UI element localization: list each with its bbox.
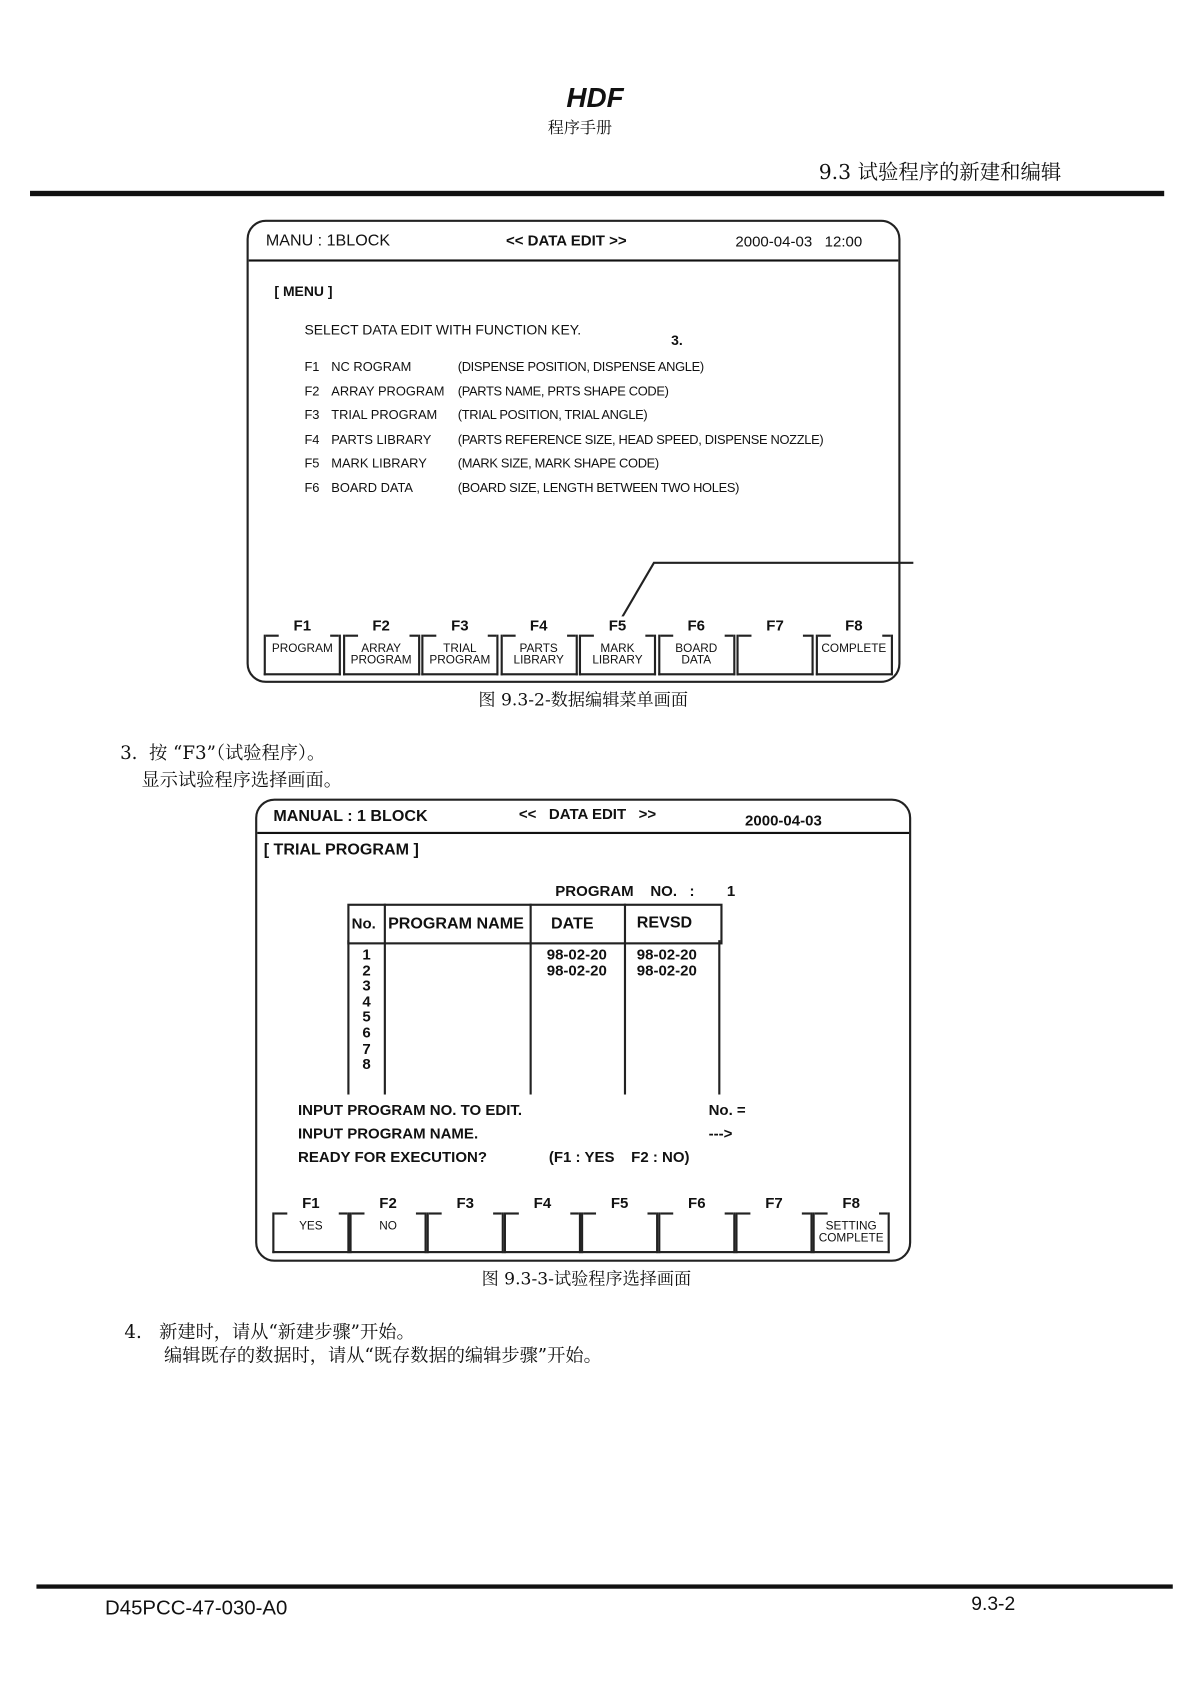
- program-no-label: PROGRAM NO. :: [555, 882, 695, 900]
- menu-item-desc: (BOARD SIZE, LENGTH BETWEEN TWO HOLES): [457, 479, 740, 495]
- row-date: 98-02-20: [546, 945, 607, 963]
- function-key-f6[interactable]: [658, 1194, 735, 1253]
- function-key-text: TRIAL: [443, 642, 477, 655]
- header-divider: [257, 832, 909, 834]
- program-no-value[interactable]: 1: [726, 882, 736, 900]
- function-key-text: NO: [379, 1219, 397, 1233]
- callout-line: [249, 222, 899, 681]
- function-key-text: PROGRAM: [350, 653, 412, 667]
- figure-caption-1: 图 9.3-2-数据编辑菜单画面: [478, 689, 688, 710]
- step-4: 4. 新建时，请从“新建步骤”开始。: [124, 1321, 415, 1344]
- function-key-text: LIBRARY: [592, 653, 643, 667]
- footer-rule: [36, 1584, 1172, 1588]
- function-key-text: PARTS: [519, 642, 558, 655]
- function-key-text: MARK: [600, 642, 635, 655]
- function-key-f7[interactable]: [735, 1194, 812, 1253]
- step-4-detail: 编辑既存的数据时，请从“既存数据的编辑步骤”开始。: [164, 1345, 602, 1367]
- function-key-label: F4: [530, 1194, 554, 1211]
- function-key-f1[interactable]: [264, 616, 341, 676]
- section-label: [ TRIAL PROGRAM ]: [263, 840, 419, 859]
- function-key-text: COMPLETE: [818, 1231, 884, 1245]
- function-key-f6[interactable]: [658, 616, 735, 676]
- brand-title: HDF: [566, 81, 624, 114]
- instruction: SELECT DATA EDIT WITH FUNCTION KEY.: [304, 321, 582, 338]
- row-date: 98-02-20: [546, 961, 607, 979]
- function-key-f1[interactable]: [272, 1194, 349, 1253]
- prompt-program-name: INPUT PROGRAM NAME.: [298, 1124, 479, 1142]
- menu-item-key: F3: [304, 407, 320, 423]
- header-rule: [30, 191, 1164, 196]
- function-key-label: F1: [299, 1194, 323, 1211]
- function-key-text: SETTING: [825, 1219, 877, 1233]
- function-key-label: F2: [376, 1194, 400, 1211]
- callout-3: 3.: [671, 332, 683, 349]
- function-key-label: F3: [453, 1194, 477, 1211]
- function-key-label: F6: [685, 1194, 709, 1211]
- menu-item-key: F4: [304, 431, 320, 447]
- function-key-f2[interactable]: [343, 616, 420, 676]
- date: 2000-04-03: [745, 811, 822, 829]
- function-key-f5[interactable]: [579, 616, 656, 676]
- function-key-f7[interactable]: [736, 616, 813, 676]
- page-number: 9.3-2: [971, 1592, 1016, 1615]
- program-name-input[interactable]: --->: [708, 1124, 733, 1142]
- menu-item-name: BOARD DATA: [331, 479, 413, 495]
- data-edit-menu-screen: [247, 220, 901, 683]
- row-revsd: 98-02-20: [636, 961, 697, 979]
- function-key-label: F5: [608, 1194, 632, 1211]
- function-key-f3[interactable]: [421, 616, 498, 676]
- function-key-f3[interactable]: [427, 1194, 504, 1253]
- function-key-text: DATA: [681, 653, 712, 667]
- col-header-revsd: REVSD: [636, 913, 693, 932]
- row-no[interactable]: 4: [362, 992, 371, 1010]
- menu-item-key: F6: [304, 479, 320, 495]
- function-key-label: F2: [369, 616, 393, 633]
- menu-item-name: TRIAL PROGRAM: [331, 407, 438, 423]
- function-key-text: PROGRAM: [429, 653, 491, 667]
- row-revsd: 98-02-20: [636, 945, 697, 963]
- section-heading: 9.3 试验程序的新建和编辑: [818, 160, 1062, 185]
- function-key-label: F5: [605, 616, 629, 633]
- document-id: D45PCC-47-030-A0: [105, 1597, 288, 1620]
- row-no[interactable]: 3: [362, 976, 371, 994]
- menu-item-desc: (TRIAL POSITION, TRIAL ANGLE): [457, 407, 648, 423]
- function-key-text: LIBRARY: [513, 653, 564, 667]
- function-key-label: F6: [684, 616, 708, 633]
- function-key-f4[interactable]: [504, 1194, 581, 1253]
- row-no[interactable]: 2: [362, 961, 371, 979]
- function-key-label: F8: [839, 1194, 863, 1211]
- datetime: 2000-04-03 12:00: [735, 232, 863, 250]
- menu-item-name: ARRAY PROGRAM: [331, 383, 445, 399]
- mode-label: MANUAL : 1 BLOCK: [273, 807, 428, 826]
- figure-caption-2: 图 9.3-3-试验程序选择画面: [481, 1268, 692, 1289]
- program-table: [347, 904, 720, 1095]
- manual-subtitle: 程序手册: [547, 117, 613, 138]
- menu-item-name: PARTS LIBRARY: [331, 431, 432, 447]
- screen-title: << DATA EDIT >>: [518, 805, 657, 823]
- menu-item-desc: (PARTS REFERENCE SIZE, HEAD SPEED, DISPENSE NOZZLE): [457, 431, 824, 447]
- function-key-text: YES: [299, 1219, 323, 1233]
- function-key-text: BOARD: [675, 642, 718, 655]
- program-no-input[interactable]: No. =: [708, 1100, 746, 1119]
- screen-title: << DATA EDIT >>: [505, 231, 627, 249]
- function-key-label: F7: [763, 616, 787, 633]
- ready-options: (F1 : YES F2 : NO): [548, 1148, 690, 1166]
- function-key-text: ARRAY: [361, 642, 401, 655]
- menu-item-desc: (MARK SIZE, MARK SHAPE CODE): [457, 455, 659, 471]
- col-header-program-name: PROGRAM NAME: [388, 914, 524, 933]
- function-key-f4[interactable]: [500, 616, 577, 676]
- row-no[interactable]: 6: [362, 1023, 371, 1041]
- menu-item-key: F5: [304, 455, 320, 471]
- mode-label: MANU : 1BLOCK: [265, 231, 391, 250]
- menu-item-desc: (DISPENSE POSITION, DISPENSE ANGLE): [457, 359, 704, 375]
- function-key-label: F8: [842, 616, 866, 633]
- row-no[interactable]: 8: [362, 1055, 371, 1073]
- row-no[interactable]: 5: [362, 1008, 371, 1026]
- col-header-date: DATE: [551, 914, 594, 933]
- trial-program-screen: [255, 799, 911, 1262]
- function-key-text: PROGRAM: [271, 642, 333, 655]
- function-key-f8[interactable]: [813, 1194, 890, 1253]
- row-no[interactable]: 1: [362, 945, 371, 963]
- function-key-label: F1: [290, 616, 314, 633]
- function-key-f5[interactable]: [581, 1194, 658, 1253]
- function-key-f8[interactable]: [815, 616, 892, 676]
- menu-item-key: F1: [304, 359, 320, 375]
- function-key-label: F4: [527, 616, 551, 633]
- menu-item-key: F2: [304, 383, 320, 399]
- step-3: 3. 按 “F3”（试验程序）。: [120, 742, 326, 765]
- col-header-no: No.: [351, 914, 376, 932]
- row-no[interactable]: 7: [362, 1039, 371, 1057]
- menu-label: [ MENU ]: [274, 283, 333, 300]
- menu-item-desc: (PARTS NAME, PRTS SHAPE CODE): [457, 383, 669, 399]
- prompt-ready: READY FOR EXECUTION?: [298, 1148, 488, 1166]
- step-3-detail: 显示试验程序选择画面。: [141, 769, 342, 792]
- function-key-label: F7: [762, 1194, 786, 1211]
- menu-item-name: NC ROGRAM: [331, 359, 412, 375]
- function-key-f2[interactable]: [349, 1194, 426, 1253]
- menu-item-name: MARK LIBRARY: [331, 455, 427, 471]
- prompt-program-no: INPUT PROGRAM NO. TO EDIT.: [298, 1100, 523, 1119]
- function-key-text: COMPLETE: [821, 642, 887, 655]
- function-key-label: F3: [448, 616, 472, 633]
